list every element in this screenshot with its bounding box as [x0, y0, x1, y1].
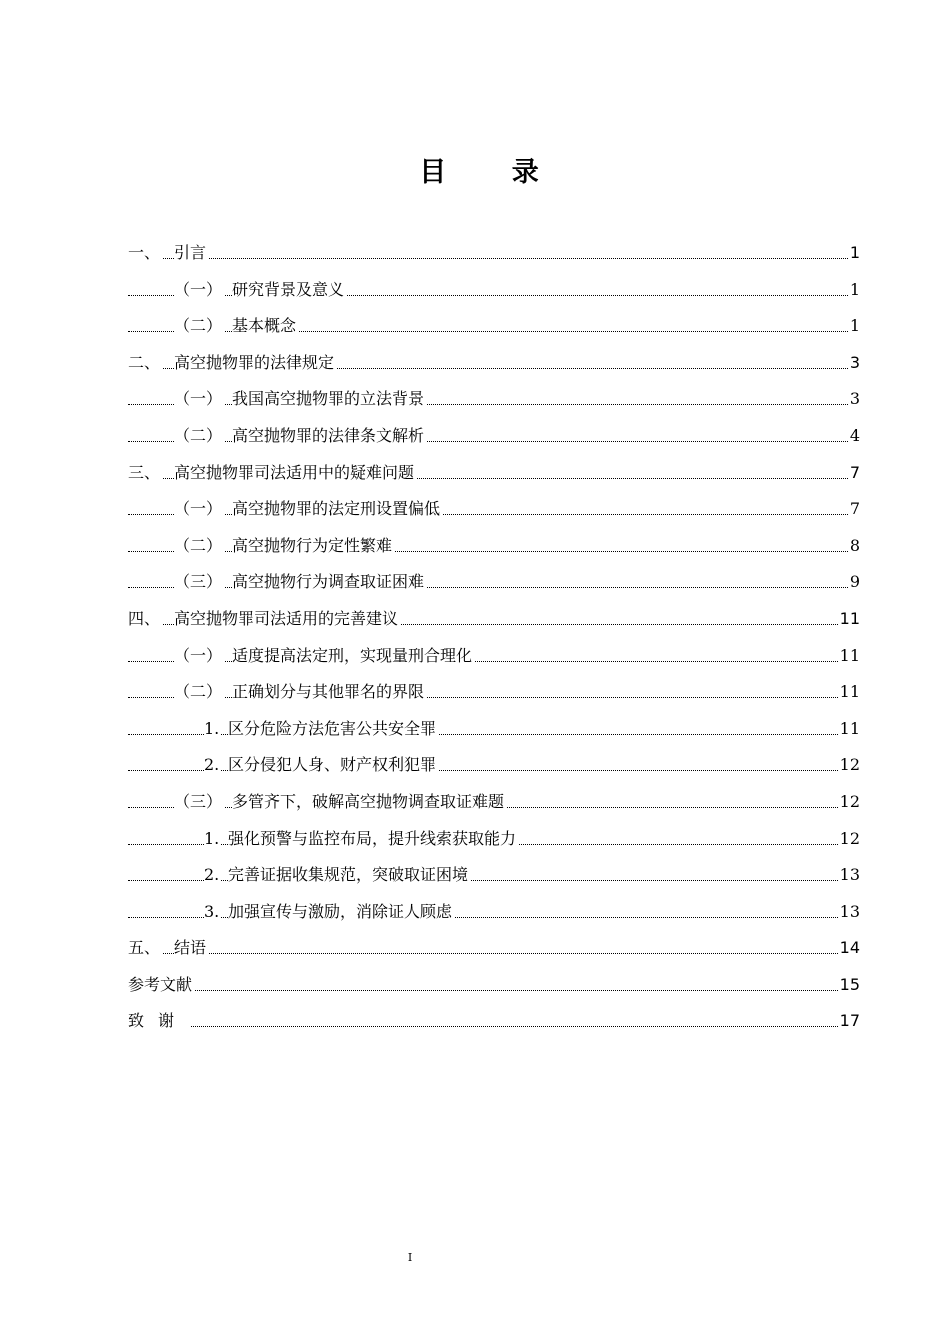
toc-label: 结语 — [174, 930, 208, 967]
page-title: 目 录 — [419, 157, 567, 188]
toc-number: （一） — [174, 381, 224, 418]
toc-entry[interactable] — [128, 235, 860, 272]
toc-label: 高空抛物罪司法适用的完善建议 — [174, 601, 400, 638]
toc-label: 多管齐下，破解高空抛物调查取证难题 — [232, 784, 506, 821]
toc-entry[interactable] — [128, 747, 860, 784]
toc-number: 三、 — [128, 455, 162, 492]
toc-label: 完善证据收集规范，突破取证困境 — [228, 857, 470, 894]
toc-page: 12 — [838, 821, 860, 858]
toc-entry[interactable] — [128, 784, 860, 821]
toc-page: 12 — [838, 747, 860, 784]
toc-label: 高空抛物行为调查取证困难 — [232, 564, 426, 601]
dot-leader — [128, 258, 852, 259]
toc-label: 我国高空抛物罪的立法背景 — [232, 381, 426, 418]
toc-page: 13 — [838, 857, 860, 894]
toc-number: 五、 — [128, 930, 162, 967]
toc-page: 7 — [848, 491, 860, 528]
toc-number: （一） — [174, 638, 224, 675]
toc-number: 2. — [204, 747, 221, 784]
toc-page: 13 — [838, 894, 860, 931]
toc-entry[interactable] — [128, 528, 860, 565]
toc-entry[interactable] — [128, 1003, 860, 1040]
toc-page: 11 — [838, 711, 860, 748]
dot-leader — [128, 953, 852, 954]
toc-label: 高空抛物罪的法律规定 — [174, 345, 336, 382]
toc-label: 研究背景及意义 — [232, 272, 346, 309]
toc-number: 1. — [204, 711, 221, 748]
toc-page: 15 — [838, 967, 860, 1004]
toc-number: 一、 — [128, 235, 162, 272]
toc-number: （一） — [174, 491, 224, 528]
dot-leader — [128, 990, 852, 991]
toc-entry[interactable] — [128, 930, 860, 967]
toc-number: （二） — [174, 308, 224, 345]
toc-label: 高空抛物罪的法律条文解析 — [232, 418, 426, 455]
toc-page: 3 — [848, 345, 860, 382]
toc-page: 11 — [838, 638, 860, 675]
toc-entry[interactable] — [128, 601, 860, 638]
toc-label: 正确划分与其他罪名的界限 — [232, 674, 426, 711]
toc-label: 高空抛物行为定性繁难 — [232, 528, 394, 565]
toc-page: 11 — [838, 674, 860, 711]
toc-number: 2. — [204, 857, 221, 894]
toc-page: 1 — [848, 235, 860, 272]
toc-page: 14 — [838, 930, 860, 967]
toc-label: 基本概念 — [232, 308, 298, 345]
toc-entry[interactable] — [128, 638, 860, 675]
toc-entry[interactable] — [128, 491, 860, 528]
toc-page: 4 — [848, 418, 860, 455]
toc-entry[interactable] — [128, 455, 860, 492]
toc-page: 8 — [848, 528, 860, 565]
toc-label: 引言 — [174, 235, 208, 272]
toc-entry[interactable] — [128, 564, 860, 601]
toc-entry[interactable] — [128, 894, 860, 931]
toc-number: （三） — [174, 564, 224, 601]
toc-entry[interactable] — [128, 674, 860, 711]
toc-label: 区分危险方法危害公共安全罪 — [228, 711, 438, 748]
toc-label: 加强宣传与激励，消除证人顾虑 — [228, 894, 454, 931]
toc-entry[interactable] — [128, 711, 860, 748]
toc-number: （二） — [174, 528, 224, 565]
toc-number: 二、 — [128, 345, 162, 382]
toc-number: （三） — [174, 784, 224, 821]
toc-page: 17 — [838, 1003, 860, 1040]
toc-number: 四、 — [128, 601, 162, 638]
toc-label: 区分侵犯人身、财产权利犯罪 — [228, 747, 438, 784]
toc-page: 3 — [848, 381, 860, 418]
toc-label: 强化预警与监控布局，提升线索获取能力 — [228, 821, 518, 858]
toc-label: 高空抛物罪的法定刑设置偏低 — [232, 491, 442, 528]
toc-number: （一） — [174, 272, 224, 309]
toc-number: （二） — [174, 418, 224, 455]
toc-page: 12 — [838, 784, 860, 821]
toc-page: 9 — [848, 564, 860, 601]
toc-entry[interactable] — [128, 967, 860, 1004]
toc-number: 3. — [204, 894, 221, 931]
toc-number: 1. — [204, 821, 221, 858]
toc-label: 致谢 — [128, 1003, 190, 1040]
toc-entry[interactable] — [128, 272, 860, 309]
toc-entry[interactable] — [128, 345, 860, 382]
toc-entry[interactable] — [128, 857, 860, 894]
toc-entry[interactable] — [128, 381, 860, 418]
toc-number: （二） — [174, 674, 224, 711]
toc-page: 7 — [848, 455, 860, 492]
toc-entry[interactable] — [128, 418, 860, 455]
toc-label: 适度提高法定刑，实现量刑合理化 — [232, 638, 474, 675]
toc-entry[interactable] — [128, 308, 860, 345]
toc-page: 1 — [848, 272, 860, 309]
dot-leader — [128, 1026, 852, 1027]
toc-page: 11 — [838, 601, 860, 638]
toc-label: 参考文献 — [128, 967, 194, 1004]
toc-label: 高空抛物罪司法适用中的疑难问题 — [174, 455, 416, 492]
toc-page: 1 — [848, 308, 860, 345]
table-of-contents — [128, 235, 860, 1040]
toc-entry[interactable] — [128, 821, 860, 858]
page-number: I — [407, 1251, 413, 1264]
